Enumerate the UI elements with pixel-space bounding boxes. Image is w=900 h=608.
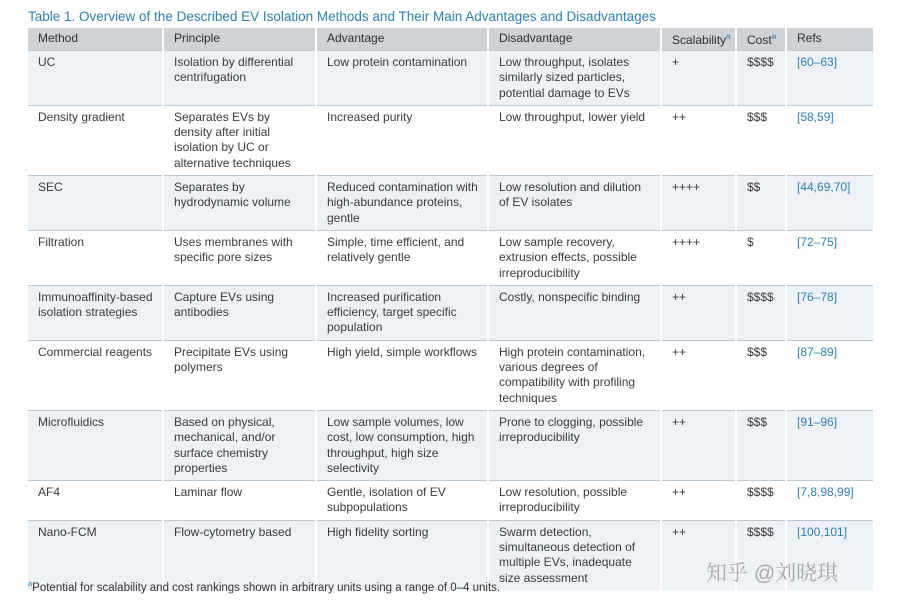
table-footnote [28,579,500,594]
col-header-method: Method [28,28,163,51]
col-header-refs: Refs [786,28,873,51]
cell-method: Immunoaffinity-based isolation strategies [28,285,163,340]
scalability-label: Scalability [672,33,727,48]
cell-method: Commercial reagents [28,340,163,410]
cell-cost: $$$ [736,410,786,480]
footnote-text: Potential for scalability and cost rankings shown in arbitrary units using a range of 0–4 units. [32,581,501,594]
cell-scalability: ++ [661,410,736,480]
cost-footnote-mark: a [771,32,777,42]
cell-method: Nano-FCM [28,520,163,590]
cell-scalability: ++++ [661,230,736,285]
cell-principle: Uses membranes with specific pore sizes [163,230,316,285]
cell-method: Microfluidics [28,410,163,480]
table-row [28,176,873,231]
table-row [28,285,873,340]
cell-refs[interactable]: [44,69,70] [786,176,873,231]
cell-refs[interactable]: [60–63] [786,51,873,106]
cell-cost: $$$$ [736,481,786,521]
cell-principle: Laminar flow [163,481,316,521]
cell-scalability: ++ [661,340,736,410]
col-header-cost [736,28,786,51]
cell-refs[interactable]: [72–75] [786,230,873,285]
cell-cost: $$$$ [736,285,786,340]
cell-scalability: ++ [661,105,736,175]
cell-cost: $$$$ [736,51,786,106]
table-body [28,51,873,590]
cell-advantage: Increased purification efficiency, target specific population [316,285,488,340]
cell-method: Filtration [28,230,163,285]
col-header-disadvantage: Disadvantage [488,28,661,51]
cell-scalability: ++ [661,481,736,521]
scalability-footnote-mark: a [726,32,731,42]
footnote-mark: a [28,579,33,588]
table-row [28,51,873,106]
cell-refs[interactable]: [7,8,98,99] [786,481,873,521]
cell-cost: $$$ [736,105,786,175]
cell-disadvantage: Low resolution and dilution of EV isolates [488,176,661,231]
col-header-scalability [661,28,736,51]
cost-label: Cost [747,33,772,48]
cell-refs[interactable]: [91–96] [786,410,873,480]
cell-advantage: Reduced contamination with high-abundance proteins, gentle [316,176,488,231]
cell-principle: Isolation by differential centrifugation [163,51,316,106]
cell-scalability: ++++ [661,176,736,231]
table-row [28,340,873,410]
table-caption: Table 1. Overview of the Described EV Isolation Methods and Their Main Advantages and Disadvantages [28,9,656,24]
cell-method: UC [28,51,163,106]
cell-scalability: ++ [661,285,736,340]
table-row [28,481,873,521]
cell-principle: Separates by hydrodynamic volume [163,176,316,231]
cell-method: AF4 [28,481,163,521]
table-row [28,105,873,175]
cell-disadvantage: Low resolution, possible irreproducibility [488,481,661,521]
table-row [28,230,873,285]
cell-disadvantage: High protein contamination, various degrees of compatibility with profiling techniques [488,340,661,410]
cell-cost: $$$ [736,340,786,410]
cell-advantage: Simple, time efficient, and relatively gentle [316,230,488,285]
cell-cost: $$$$ [736,520,786,590]
col-header-principle: Principle [163,28,316,51]
cell-principle: Based on physical, mechanical, and/or surface chemistry properties [163,410,316,480]
cell-refs[interactable]: [58,59] [786,105,873,175]
cell-advantage: Low protein contamination [316,51,488,106]
ev-isolation-table [28,28,873,590]
cell-method: Density gradient [28,105,163,175]
cell-disadvantage: Costly, nonspecific binding [488,285,661,340]
cell-refs[interactable]: [100,101] [786,520,873,590]
cell-disadvantage: Low throughput, lower yield [488,105,661,175]
cell-principle: Capture EVs using antibodies [163,285,316,340]
cell-refs[interactable]: [76–78] [786,285,873,340]
cell-disadvantage: Prone to clogging, possible irreproducibility [488,410,661,480]
cell-method: SEC [28,176,163,231]
cell-principle: Precipitate EVs using polymers [163,340,316,410]
cell-scalability: ++ [661,520,736,590]
cell-advantage: Low sample volumes, low cost, low consumption, high throughput, high size selectivity [316,410,488,480]
cell-advantage: High fidelity sorting [316,520,488,590]
table-row [28,410,873,480]
cell-advantage: Gentle, isolation of EV subpopulations [316,481,488,521]
cell-advantage: Increased purity [316,105,488,175]
cell-cost: $$ [736,176,786,231]
cell-cost: $ [736,230,786,285]
cell-refs[interactable]: [87–89] [786,340,873,410]
cell-disadvantage: Low throughput, isolates similarly sized particles, potential damage to EVs [488,51,661,106]
watermark: 知乎 @刘晓琪 [706,562,839,585]
cell-principle: Flow-cytometry based [163,520,316,590]
cell-disadvantage: Swarm detection, simultaneous detection of multiple EVs, inadequate size assessment [488,520,661,590]
col-header-advantage: Advantage [316,28,488,51]
cell-principle: Separates EVs by density after initial isolation by UC or alternative techniques [163,105,316,175]
cell-advantage: High yield, simple workflows [316,340,488,410]
header-row [28,28,873,51]
cell-scalability: + [661,51,736,106]
cell-disadvantage: Low sample recovery, extrusion effects, possible irreproducibility [488,230,661,285]
